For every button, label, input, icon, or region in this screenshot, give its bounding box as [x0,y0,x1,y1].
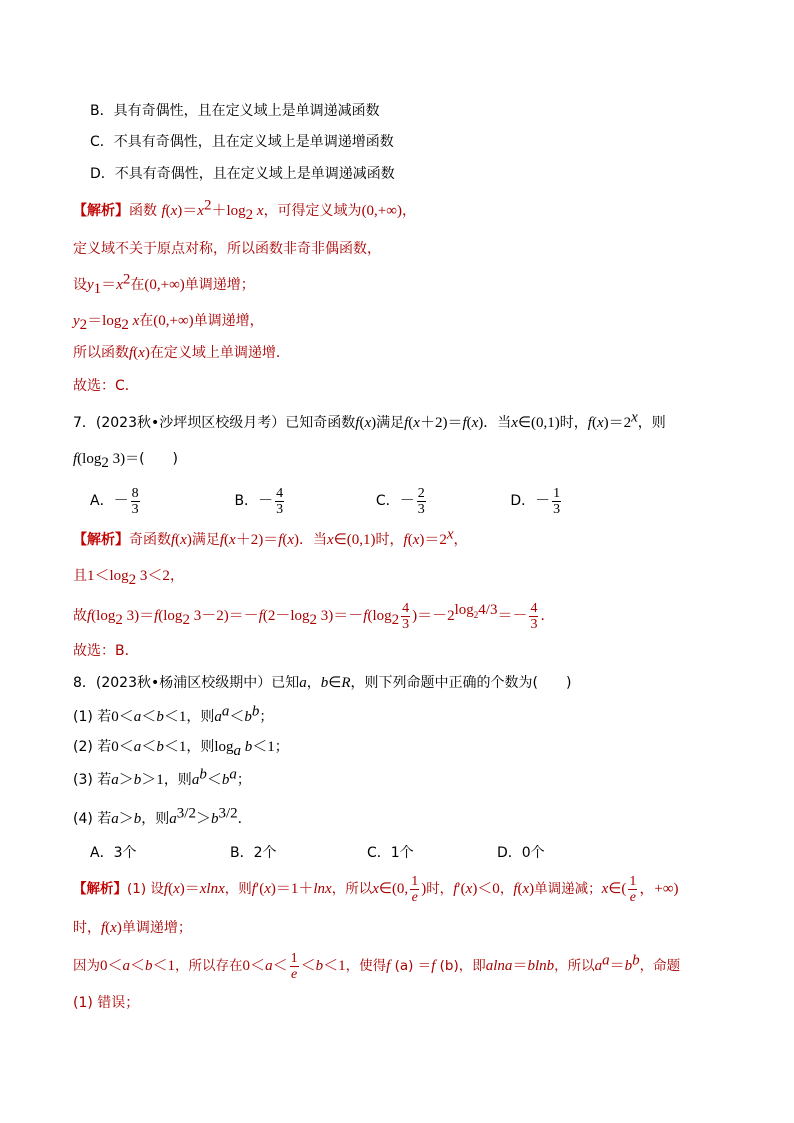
q7-option-b: B．－ $\frac{4}{3}$ [234,485,284,517]
q7-stem-line-2: $f(\log_2$ 3)＝( ) [73,451,179,471]
q7-option-c: C．－ $\frac{2}{3}$ [375,485,425,517]
q8-solution-line-2: 时，f(x)单调递增； [73,920,192,936]
q7-solution-line-3: 故$f(\log_2$ $3)=f(\log_2$ $3-2)=-f(2-\log_2$ $3)=-f(\log_2$ $\frac{4}{3}$ )$=-2^{log_24/3}=-$ $\frac{4}{3}$ ． [73,600,555,632]
q7-solution-line-2: 且$1<\log_2$ 3＜2， [73,568,184,588]
q8-item-1: (1) 若0＜a＜b＜1，则$a^a<b^b$； [73,703,274,725]
q7-stem-line-1: 7．(2023秋•沙坪坝区校级月考）已知奇函数f(x)满足f(x＋2)＝f(x)．当x∈(0,1)时，$f(x)=2^x$，则 [73,409,666,431]
solution-tag: 【解析】 [73,532,129,548]
q6-solution-line-5: 所以函数f(x)在定义域上单调递增． [73,345,290,361]
q7-option-d: D．－ $\frac{1}{3}$ [510,485,561,517]
q6-answer: 故选：C． [73,378,139,394]
q7-options [90,483,563,519]
q8-option-d: D．0个 [497,845,545,861]
q8-solution-line-1: 【解析】(1) 设f(x)＝xlnx，则f′(x)＝1＋lnx，所以x∈(0, $\frac{1}{e}$ )时，f′(x)＜0，f(x)单调递减；x∈( $\frac{1}{e}$ ，+∞) [73,873,679,905]
q7-answer: 故选：B． [73,643,139,659]
q7-solution-line-1: 【解析】奇函数f(x)满足f(x＋2)＝f(x)．当x∈(0,1)时，$f(x)=2^x$， [73,526,468,548]
q8-option-c: C．1个 [367,845,414,861]
q6-option-b: B．具有奇偶性，且在定义域上是单调递减函数 [90,103,380,119]
q8-solution-line-3: 因为0＜a＜b＜1，所以存在0＜a＜ $\frac{1}{e}$ ＜b＜1，使得f (a) ＝f (b)，即alna＝blnb，所以$a^a=b^b$，命题 [73,950,681,982]
q8-item-2: (2) 若0＜a＜b＜1，则$\log_a b<1$； [73,739,289,759]
solution-tag: 【解析】 [73,881,127,897]
q8-option-b: B．2个 [230,845,277,861]
q6-solution-line-4: $y_2=\log_2$ x在(0,+∞)单调递增， [73,313,264,333]
q8-option-a: A．3个 [90,845,137,861]
q6-option-c: C．不具有奇偶性，且在定义域上是单调递增函数 [90,134,394,150]
solution-tag: 【解析】 [73,203,129,219]
q6-option-d: D．不具有奇偶性，且在定义域上是单调递减函数 [90,166,395,182]
q7-option-a: A．－ $\frac{8}{3}$ [90,485,139,517]
q6-solution-line-1: 【解析】函数 $f(x)=x^2+\log_2$ x，可得定义域为(0,+∞)， [73,197,416,223]
q6-solution-line-3: 设$y_1=x^2$在(0,+∞)单调递增； [73,271,255,297]
q6-solution-line-2: 定义域不关于原点对称，所以函数非奇非偶函数， [73,241,381,257]
q8-options [90,843,545,863]
q8-stem: 8．(2023秋•杨浦区校级期中）已知a，b∈R，则下列命题中正确的个数为( ) [73,675,572,691]
q8-solution-line-4: (1) 错误； [73,995,140,1011]
q8-item-3: (3) 若a＞b＞1，则$a^b<b^a$； [73,766,251,788]
q8-item-4: (4) 若a＞b，则$a^{3/2}>b^{3/2}$． [73,805,252,827]
